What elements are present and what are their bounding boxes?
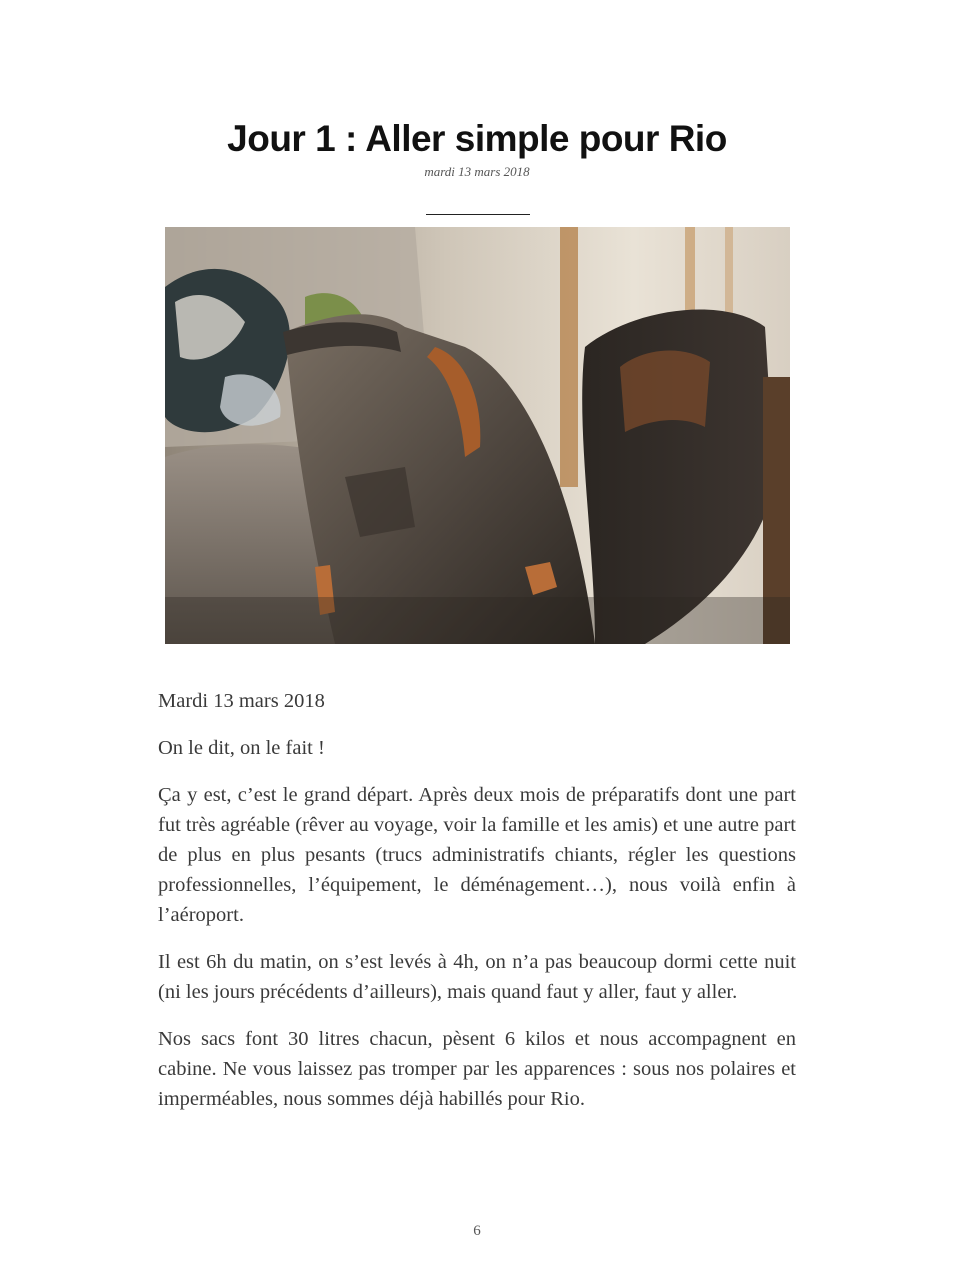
page-number: 6 bbox=[473, 1223, 481, 1239]
article-paragraph: Il est 6h du matin, on s’est levés à 4h, on n’a pas beaucoup dormi cette nuit (ni les jours précédents d’ailleurs), mais quand faut y aller, faut y aller. bbox=[158, 951, 796, 1003]
title-divider bbox=[426, 214, 530, 215]
backpacks-photo-illustration bbox=[165, 227, 790, 644]
article-paragraph: On le dit, on le fait ! bbox=[158, 737, 325, 759]
header-photo bbox=[165, 227, 790, 644]
page-title: Jour 1 : Aller simple pour Rio bbox=[227, 118, 727, 159]
article-paragraph: Ça y est, c’est le grand départ. Après deux mois de préparatifs dont une part fut très agréable (rêver au voyage, voir la famille et les amis) et une autre part de plus en plus pesants (trucs administratifs chiants, régler les questions professionnelles, l’équipement, le déménagement…), nous voilà enfin à l’aéroport. bbox=[158, 784, 796, 926]
article-date-line: Mardi 13 mars 2018 bbox=[158, 690, 325, 712]
article-body bbox=[158, 686, 796, 1131]
article-paragraph: Nos sacs font 30 litres chacun, pèsent 6 kilos et nous accompagnent en cabine. Ne vous laissez pas tromper par les apparences : sous nos polaires et imperméables, nous sommes déjà habillés pour Rio. bbox=[158, 1028, 796, 1110]
post-date: mardi 13 mars 2018 bbox=[424, 164, 530, 179]
